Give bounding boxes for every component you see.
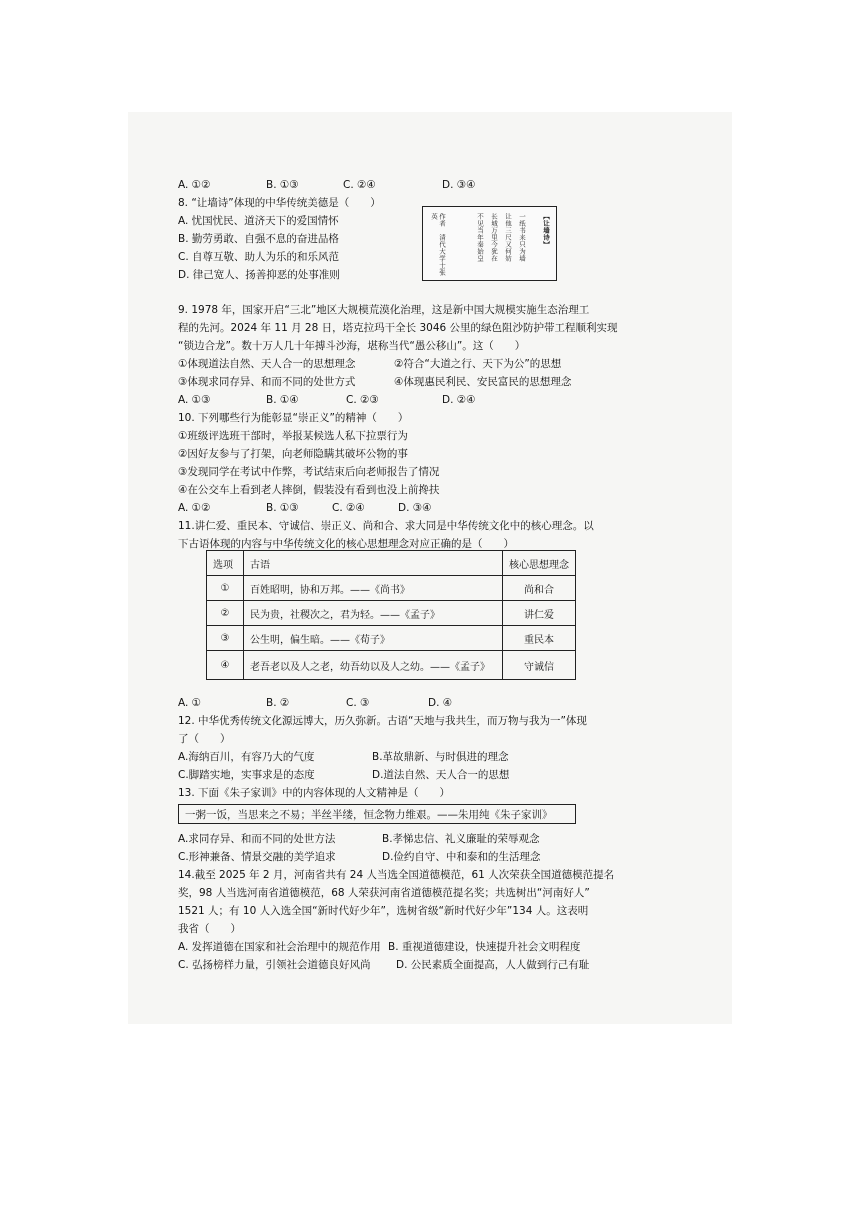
q14-line-2: 奖，98 人当选河南省道德模范，68 人荣获河南省道德模范提名奖；共选树出“河南好人” [178,887,590,899]
table-cell-option: ④ [207,651,244,680]
q9-statement-4: ④体现惠民利民、安民富民的思想理念 [394,376,572,388]
q9-option-b: B. ①④ [266,394,299,406]
q14-line-4: 我省（ ） [178,923,241,935]
q14-line-3: 1521 人；有 10 人入选全国“新时代好少年”，选树省级“新时代好少年”134 人。这表明 [178,905,589,917]
q9-line-1: 9. 1978 年，国家开启“三北”地区大规模荒漠化治理，这是新中国大规模实施生态治理工 [178,304,590,316]
q11-option-d: D. ④ [428,697,453,709]
table-row [207,626,576,651]
q12-option-c: C.脚踏实地，实事求是的态度 [178,769,315,781]
table-row [207,601,576,626]
q9-option-a: A. ①③ [178,394,211,406]
table-cell-quote: 公生明，偏生暗。——《荀子》 [244,626,503,651]
table-header-quote: 古语 [244,551,503,576]
q10-option-d: D. ③④ [398,502,432,514]
poem-line-1: 一纸书来只为墙 [518,213,526,262]
poem-line-3: 长城万里今犹在 [490,213,498,262]
table-header-row [207,551,576,576]
q8-stem: 8. “让墙诗”体现的中华传统美德是（ ） [178,197,381,209]
table-cell-concept: 讲仁爱 [503,601,576,626]
q10-option-b: B. ①③ [266,502,299,514]
q13-option-d: D.俭约自守、中和泰和的生活理念 [382,851,541,863]
poem-title: 【让墙诗】 [542,213,550,248]
table-row [207,651,576,680]
q8-option-a: A. 忧国忧民、道济天下的爱国情怀 [178,215,339,227]
q9-statement-2: ②符合“大道之行、天下为公”的思想 [394,358,562,370]
table-cell-concept: 尚和合 [503,576,576,601]
q9-statement-1: ①体现道法自然、天人合一的思想理念 [178,358,356,370]
q10-statement-4: ④在公交车上看到老人摔倒，假装没有看到也没上前搀扶 [178,484,440,496]
q11-line-1: 11.讲仁爱、重民本、守诚信、崇正义、尚和合、求大同是中华传统文化中的核心理念。以 [178,520,594,532]
table-row [207,576,576,601]
q14-option-d: D. 公民素质全面提高，人人做到行己有耻 [396,959,590,971]
table-cell-option: ① [207,576,244,601]
q8-option-b: B. 勤劳勇敢、自强不息的奋进品格 [178,233,339,245]
poem-line-4: 不见当年秦始皇 [476,213,484,262]
q11-option-a: A. ① [178,697,202,709]
q13-option-b: B.孝悌忠信、礼义廉耻的荣辱观念 [382,833,540,845]
q7-option-d: D. ③④ [442,179,476,191]
q13-option-c: C.形神兼备、情景交融的美学追求 [178,851,336,863]
q10-statement-1: ①班级评选班干部时，举报某候选人私下拉票行为 [178,430,408,442]
poem-author: 作者 清代大学士张英 [430,213,446,276]
poem-line-2: 让他三尺又何妨 [504,213,512,262]
q14-option-b: B. 重视道德建设，快速提升社会文明程度 [388,941,581,953]
table-cell-option: ③ [207,626,244,651]
q9-line-2: 程的先河。2024 年 11 月 28 日，塔克拉玛干全长 3046 公里的绿色阻沙防护带工程顺利实现 [178,322,618,334]
q14-option-c: C. 弘扬榜样力量，引领社会道德良好风尚 [178,959,371,971]
q9-line-3: “锁边合龙”。数十万人几十年搏斗沙海，堪称当代“愚公移山”。这（ ） [178,340,526,352]
q11-table [206,550,576,680]
q10-statement-2: ②因好友参与了打架，向老师隐瞒其破坏公物的事 [178,448,408,460]
q11-option-b: B. ② [266,697,290,709]
q14-line-1: 14.截至 2025 年 2 月，河南省共有 24 人当选全国道德模范，61 人次荣获全国道德模范提名 [178,869,615,881]
q11-line-2: 下古语体现的内容与中华传统文化的核心思想理念对应正确的是（ ） [178,538,514,550]
q7-option-c: C. ②④ [343,179,376,191]
q9-option-d: D. ②④ [442,394,476,406]
q7-option-b: B. ①③ [266,179,299,191]
q8-option-c: C. 自尊互敬、助人为乐的和乐风范 [178,251,340,263]
table-cell-option: ② [207,601,244,626]
q11-option-c: C. ③ [346,697,370,709]
q10-option-c: C. ②④ [332,502,365,514]
table-header-concept: 核心思想理念 [503,551,576,576]
q10-option-a: A. ①② [178,502,211,514]
table-cell-quote: 民为贵，社稷次之，君为轻。——《孟子》 [244,601,503,626]
q12-option-a: A.海纳百川，有容乃大的气度 [178,751,315,763]
q12-option-b: B.革故鼎新、与时俱进的理念 [372,751,509,763]
q13-quote-box: 一粥一饭，当思来之不易；半丝半缕，恒念物力维艰。——朱用纯《朱子家训》 [178,804,576,824]
q10-statement-3: ③发现同学在考试中作弊，考试结束后向老师报告了情况 [178,466,440,478]
table-cell-concept: 重民本 [503,626,576,651]
q14-option-a: A. 发挥道德在国家和社会治理中的规范作用 [178,941,381,953]
poem-box [422,206,557,281]
q8-option-d: D. 律己宽人、扬善抑恶的处事准则 [178,269,340,281]
q7-option-a: A. ①② [178,179,211,191]
q12-line-1: 12. 中华优秀传统文化源远博大，历久弥新。古语“天地与我共生，而万物与我为一”体现 [178,715,587,727]
q12-option-d: D.道法自然、天人合一的思想 [372,769,510,781]
q10-stem: 10. 下列哪些行为能彰显“崇正义”的精神（ ） [178,412,409,424]
q13-option-a: A.求同存异、和而不同的处世方法 [178,833,336,845]
q13-stem: 13. 下面《朱子家训》中的内容体现的人文精神是（ ） [178,787,451,799]
table-cell-concept: 守诚信 [503,651,576,680]
table-header-option: 选项 [207,551,244,576]
q9-option-c: C. ②③ [346,394,379,406]
q12-line-2: 了（ ） [178,733,231,745]
table-cell-quote: 百姓昭明，协和万邦。——《尚书》 [244,576,503,601]
q9-statement-3: ③体现求同存异、和而不同的处世方式 [178,376,356,388]
table-cell-quote: 老吾老以及人之老，幼吾幼以及人之幼。——《孟子》 [244,651,503,680]
